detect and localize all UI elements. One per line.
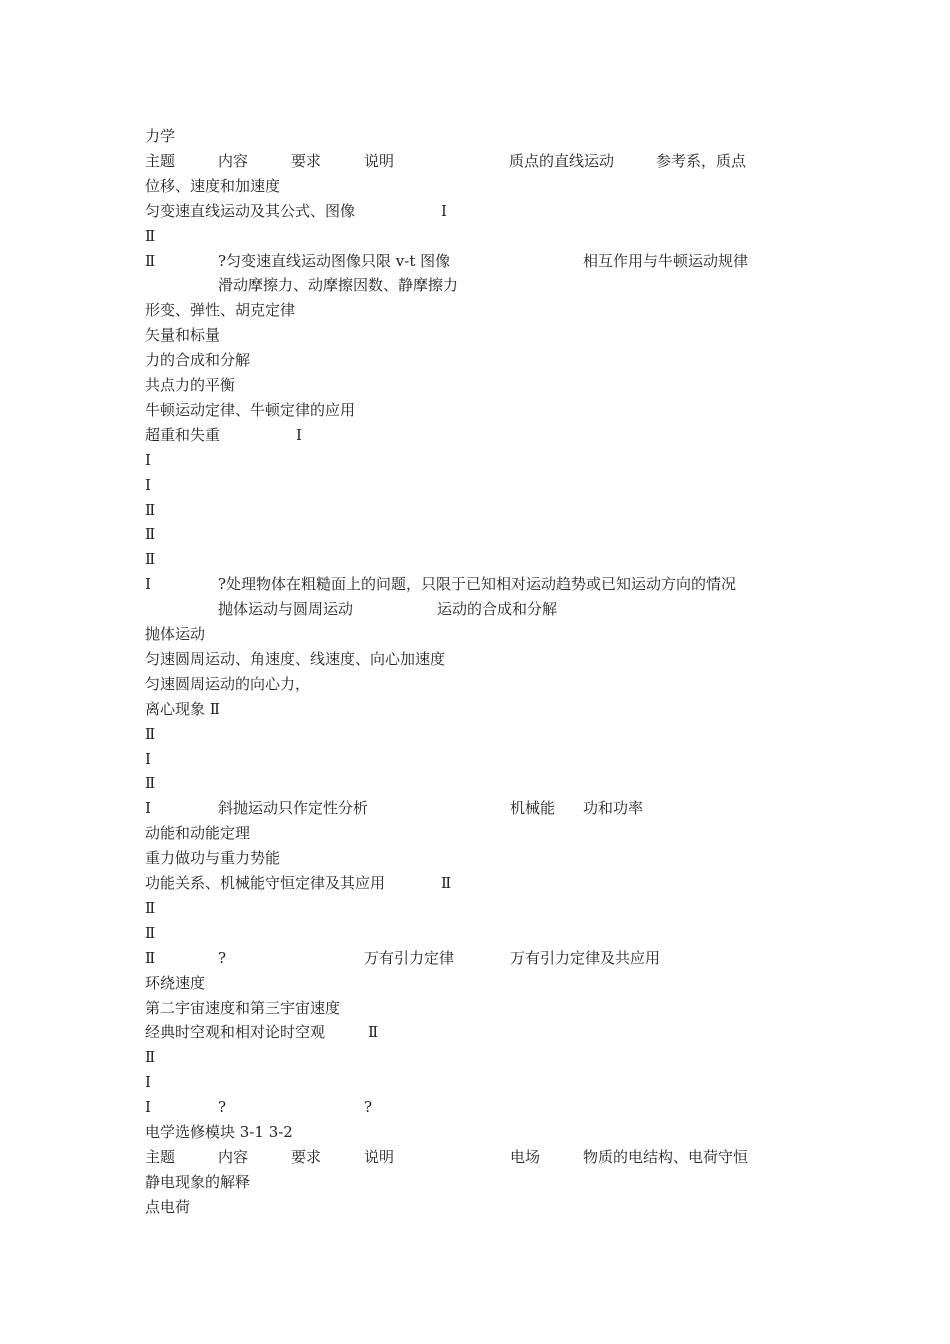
text-segment: 斜抛运动只作定性分析 <box>218 799 369 818</box>
text-line <box>0 998 950 1023</box>
text-line <box>0 823 950 848</box>
text-segment: 动能和动能定理 <box>145 824 251 843</box>
text-segment: Ⅰ <box>145 450 151 469</box>
text-line <box>0 300 950 325</box>
text-segment: Ⅱ <box>145 774 156 793</box>
text-line <box>0 674 950 699</box>
text-line <box>0 325 950 350</box>
text-segment: 位移、速度和加速度 <box>145 176 281 195</box>
text-segment: 静电现象的解释 <box>145 1172 251 1191</box>
text-segment: 共点力的平衡 <box>145 376 236 394</box>
text-line <box>0 649 950 674</box>
text-line <box>0 798 950 823</box>
text-segment: 匀速圆周运动的向心力， <box>145 674 311 693</box>
text-segment: ? <box>218 1098 227 1117</box>
text-line <box>0 773 950 798</box>
text-line <box>0 400 950 425</box>
text-segment: 电场 <box>510 1147 541 1166</box>
text-segment: 参考系，质点 <box>656 151 747 170</box>
text-segment: 内容 <box>218 151 249 170</box>
text-segment: Ⅰ <box>145 799 151 818</box>
text-line <box>0 749 950 774</box>
text-segment: 矢量和标量 <box>145 326 221 345</box>
text-line <box>0 848 950 873</box>
text-line <box>0 450 950 475</box>
text-segment: 抛体运动与圆周运动 <box>218 600 354 619</box>
text-segment: 相互作用与牛顿运动规律 <box>583 251 749 270</box>
text-line <box>0 350 950 375</box>
text-segment: 说明 <box>364 1147 395 1166</box>
text-line <box>0 1022 950 1047</box>
text-segment: 要求 <box>291 1147 322 1166</box>
text-segment: ?匀变速直线运动图像只限 v-t 图像 <box>218 251 451 270</box>
text-segment: 万有引力定律 <box>364 948 455 967</box>
text-segment: 运动的合成和分解 <box>437 600 558 619</box>
text-segment: Ⅰ <box>145 1098 151 1117</box>
text-line <box>0 1047 950 1072</box>
text-segment: Ⅱ <box>145 923 156 942</box>
text-line <box>0 898 950 923</box>
text-segment: Ⅱ <box>145 226 156 245</box>
text-segment: 力的合成和分解 <box>145 351 251 370</box>
text-segment: 物质的电结构、电荷守恒 <box>583 1147 749 1166</box>
text-segment: 主题 <box>145 151 176 170</box>
text-segment: Ⅱ <box>145 948 156 967</box>
text-line <box>0 923 950 948</box>
text-segment: Ⅱ <box>441 874 452 892</box>
text-segment: Ⅰ <box>145 749 151 768</box>
text-segment: 功和功率 <box>583 799 644 818</box>
text-segment: 经典时空观和相对论时空观 <box>145 1023 326 1042</box>
text-line <box>0 275 950 300</box>
text-line <box>0 1172 950 1197</box>
text-segment: 第二宇宙速度和第三宇宙速度 <box>145 998 341 1017</box>
text-segment: 万有引力定律及共应用 <box>510 948 661 967</box>
text-segment: Ⅰ <box>145 575 151 594</box>
text-line <box>0 425 950 450</box>
text-line <box>0 1097 950 1122</box>
text-segment: Ⅰ <box>145 1073 151 1092</box>
text-segment: Ⅰ <box>296 425 302 444</box>
text-segment: 形变、弹性、胡克定律 <box>145 301 296 320</box>
text-segment: 说明 <box>364 151 395 170</box>
text-line <box>0 126 950 151</box>
text-segment: 匀速圆周运动、角速度、线速度、向心加速度 <box>145 649 446 668</box>
text-segment: Ⅰ <box>441 201 447 220</box>
text-segment: ? <box>218 948 227 967</box>
text-line <box>0 699 950 724</box>
text-segment: 功能关系、机械能守恒定律及其应用 <box>145 874 386 892</box>
text-segment: 抛体运动 <box>145 625 206 643</box>
text-segment: 牛顿运动定律、牛顿定律的应用 <box>145 400 356 419</box>
text-segment: Ⅱ <box>145 525 156 544</box>
text-segment: 环绕速度 <box>145 973 206 992</box>
text-segment: 匀变速直线运动及其公式、图像 <box>145 201 356 220</box>
text-line <box>0 973 950 998</box>
text-line <box>0 500 950 525</box>
text-segment: Ⅱ <box>145 898 156 917</box>
text-segment: 电学选修模块 3-1 3-2 <box>145 1123 293 1141</box>
text-segment: 离心现象 Ⅱ <box>145 699 220 718</box>
text-line <box>0 151 950 176</box>
text-line <box>0 873 950 898</box>
text-line <box>0 948 950 973</box>
text-segment: 滑动摩擦力、动摩擦因数、静摩擦力 <box>218 276 459 295</box>
text-segment: Ⅱ <box>145 500 156 519</box>
text-segment: 内容 <box>218 1147 249 1166</box>
text-segment: 力学 <box>145 127 176 145</box>
text-segment: Ⅱ <box>145 550 156 569</box>
text-segment: 主题 <box>145 1147 176 1166</box>
text-line <box>0 574 950 599</box>
text-line <box>0 201 950 226</box>
text-segment: 质点的直线运动 <box>509 151 615 170</box>
text-segment: Ⅱ <box>145 251 156 270</box>
text-line <box>0 1122 950 1147</box>
text-line <box>0 1147 950 1172</box>
text-line <box>0 599 950 624</box>
text-line <box>0 226 950 251</box>
text-line <box>0 475 950 500</box>
text-segment: 点电荷 <box>145 1197 191 1216</box>
text-segment: ?处理物体在粗糙面上的问题，只限于已知相对运动趋势或已知运动方向的情况 <box>218 575 737 594</box>
text-line <box>0 724 950 749</box>
text-line <box>0 624 950 649</box>
text-segment: Ⅰ <box>145 475 151 494</box>
text-line <box>0 1197 950 1222</box>
text-line <box>0 176 950 201</box>
text-segment: 超重和失重 <box>145 425 221 444</box>
text-segment: Ⅱ <box>145 1048 156 1067</box>
text-segment: Ⅱ <box>368 1023 379 1042</box>
text-segment: Ⅱ <box>145 724 156 743</box>
text-line <box>0 1072 950 1097</box>
text-segment: 机械能 <box>510 799 556 818</box>
text-line <box>0 251 950 276</box>
text-segment: ? <box>364 1098 373 1117</box>
text-segment: 重力做功与重力势能 <box>145 849 281 868</box>
text-line <box>0 375 950 400</box>
text-line <box>0 549 950 574</box>
text-segment: 要求 <box>291 151 322 170</box>
text-line <box>0 524 950 549</box>
